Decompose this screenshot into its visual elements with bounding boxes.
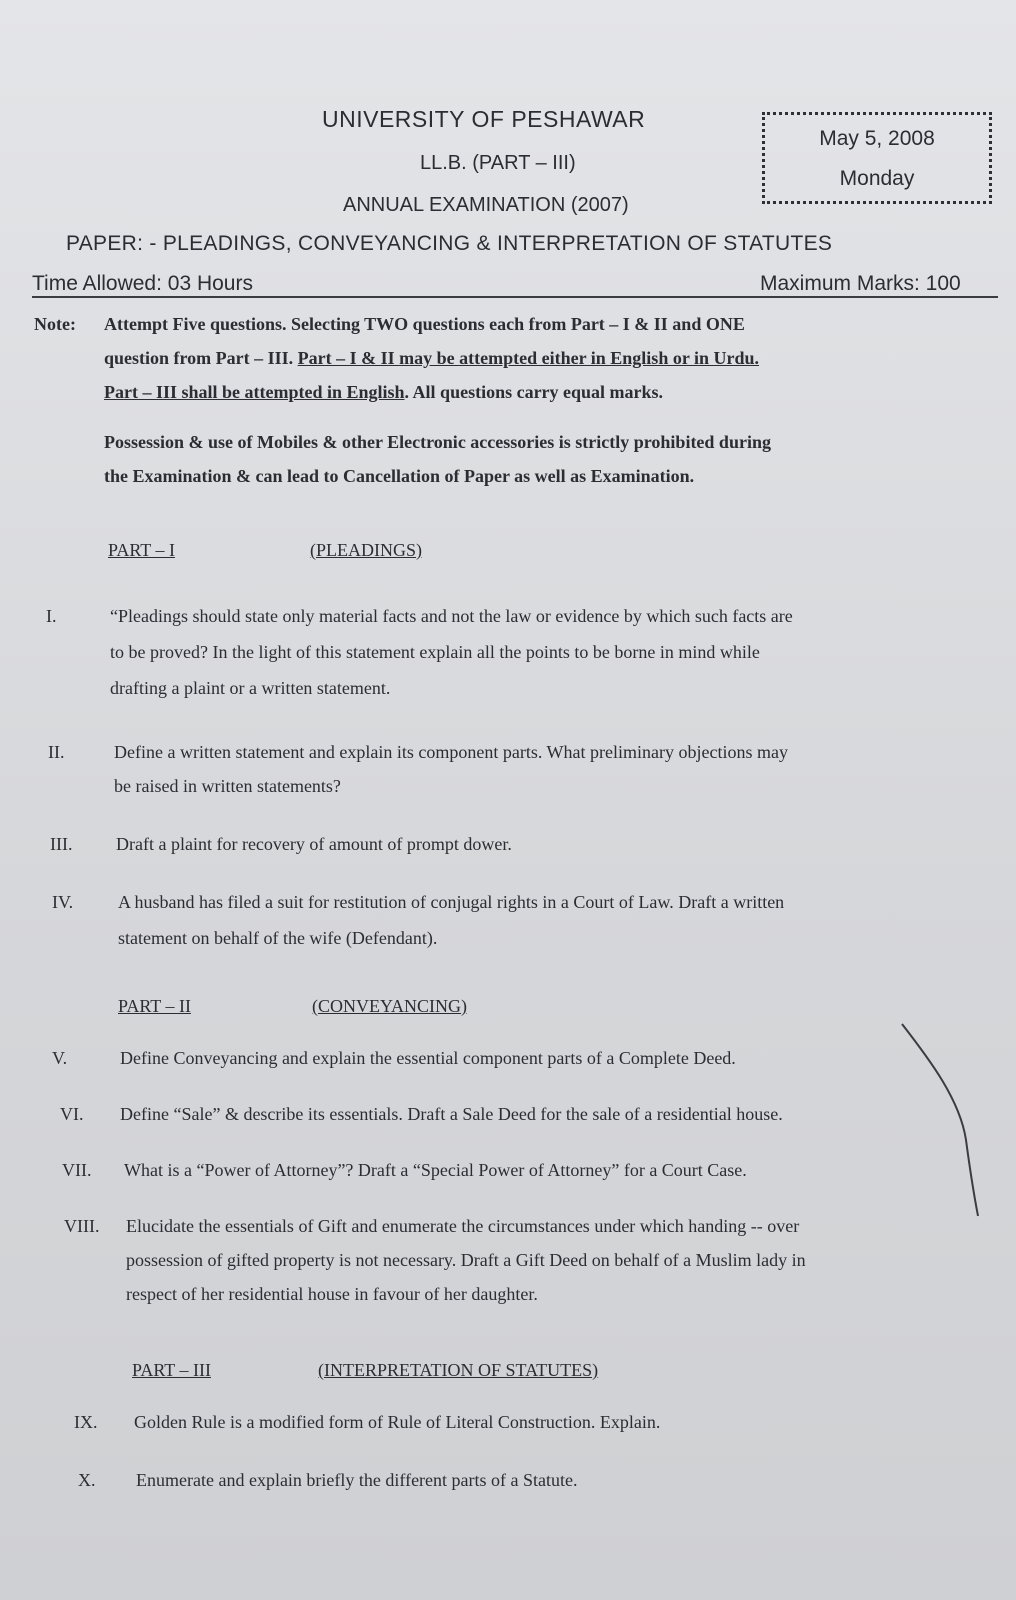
question-text: Elucidate the essentials of Gift and enumerate the circumstances under which handing -- over <box>126 1216 800 1236</box>
part-1-title: (PLEADINGS) <box>310 540 422 560</box>
question-number: V. <box>52 1048 68 1068</box>
note-line-2-b: Part – I & II may be attempted either in English or in Urdu. <box>297 348 760 368</box>
question-text: to be proved? In the light of this statement explain all the points to be borne in mind while <box>110 642 760 662</box>
note-line-1: Attempt Five questions. Selecting TWO questions each from Part – I & II and ONE <box>104 314 745 334</box>
exam-date: May 5, 2008 <box>819 127 935 150</box>
exam-day: Monday <box>839 167 915 190</box>
question-text: statement on behalf of the wife (Defendant). <box>118 928 438 948</box>
part-1-label: PART – I <box>108 540 175 560</box>
question-text: drafting a plaint or a written statement. <box>110 678 391 698</box>
part-3-title: (INTERPRETATION OF STATUTES) <box>318 1360 599 1380</box>
exam-title: ANNUAL EXAMINATION (2007) <box>343 194 629 216</box>
question-text: respect of her residential house in favour of her daughter. <box>126 1284 538 1304</box>
question-number: III. <box>50 834 73 854</box>
program-name: LL.B. (PART – III) <box>420 152 576 174</box>
note-line-3-b: . All questions carry equal marks. <box>404 382 664 402</box>
question-number: VII. <box>62 1160 92 1180</box>
question-number: VIII. <box>64 1216 100 1236</box>
date-box <box>762 112 992 204</box>
note-line-2-a: question from Part – III. <box>104 348 298 368</box>
question-text: Define “Sale” & describe its essentials. Draft a Sale Deed for the sale of a residential house. <box>120 1104 783 1124</box>
question-number: IX. <box>74 1412 98 1432</box>
question-text: possession of gifted property is not necessary. Draft a Gift Deed on behalf of a Muslim lady in <box>126 1250 806 1270</box>
paper-title: PAPER: - PLEADINGS, CONVEYANCING & INTERPRETATION OF STATUTES <box>66 232 833 255</box>
warning-line-2: the Examination & can lead to Cancellation of Paper as well as Examination. <box>104 466 695 486</box>
question-text: be raised in written statements? <box>114 776 341 796</box>
note-line-2 <box>104 348 759 369</box>
question-number: IV. <box>52 892 74 912</box>
university-name: UNIVERSITY OF PESHAWAR <box>322 106 646 132</box>
question-text: Enumerate and explain briefly the different parts of a Statute. <box>136 1470 578 1490</box>
note-line-3 <box>104 382 663 403</box>
question-text: Golden Rule is a modified form of Rule of Literal Construction. Explain. <box>134 1412 661 1432</box>
part-2-title: (CONVEYANCING) <box>312 996 467 1016</box>
max-marks: Maximum Marks: 100 <box>760 272 961 295</box>
question-text: A husband has filed a suit for restitution of conjugal rights in a Court of Law. Draft a written <box>118 892 785 912</box>
question-number: X. <box>78 1470 96 1490</box>
warning-line-1: Possession & use of Mobiles & other Electronic accessories is strictly prohibited during <box>104 432 771 452</box>
header-divider <box>32 296 998 298</box>
question-text: Define a written statement and explain its component parts. What preliminary objections may <box>114 742 788 762</box>
part-3-label: PART – III <box>132 1360 211 1380</box>
question-number: II. <box>48 742 65 762</box>
part-2-label: PART – II <box>118 996 191 1016</box>
question-number: I. <box>46 606 57 626</box>
question-number: VI. <box>60 1104 84 1124</box>
question-text: Draft a plaint for recovery of amount of prompt dower. <box>116 834 512 854</box>
question-text: “Pleadings should state only material facts and not the law or evidence by which such facts are <box>110 606 793 626</box>
time-allowed: Time Allowed: 03 Hours <box>32 272 253 295</box>
question-text: Define Conveyancing and explain the essential component parts of a Complete Deed. <box>120 1048 736 1068</box>
question-text: What is a “Power of Attorney”? Draft a “Special Power of Attorney” for a Court Case. <box>124 1160 747 1180</box>
note-line-3-a: Part – III shall be attempted in English <box>104 382 405 402</box>
note-label: Note: <box>34 314 76 334</box>
pen-stroke-mark <box>900 1020 990 1220</box>
